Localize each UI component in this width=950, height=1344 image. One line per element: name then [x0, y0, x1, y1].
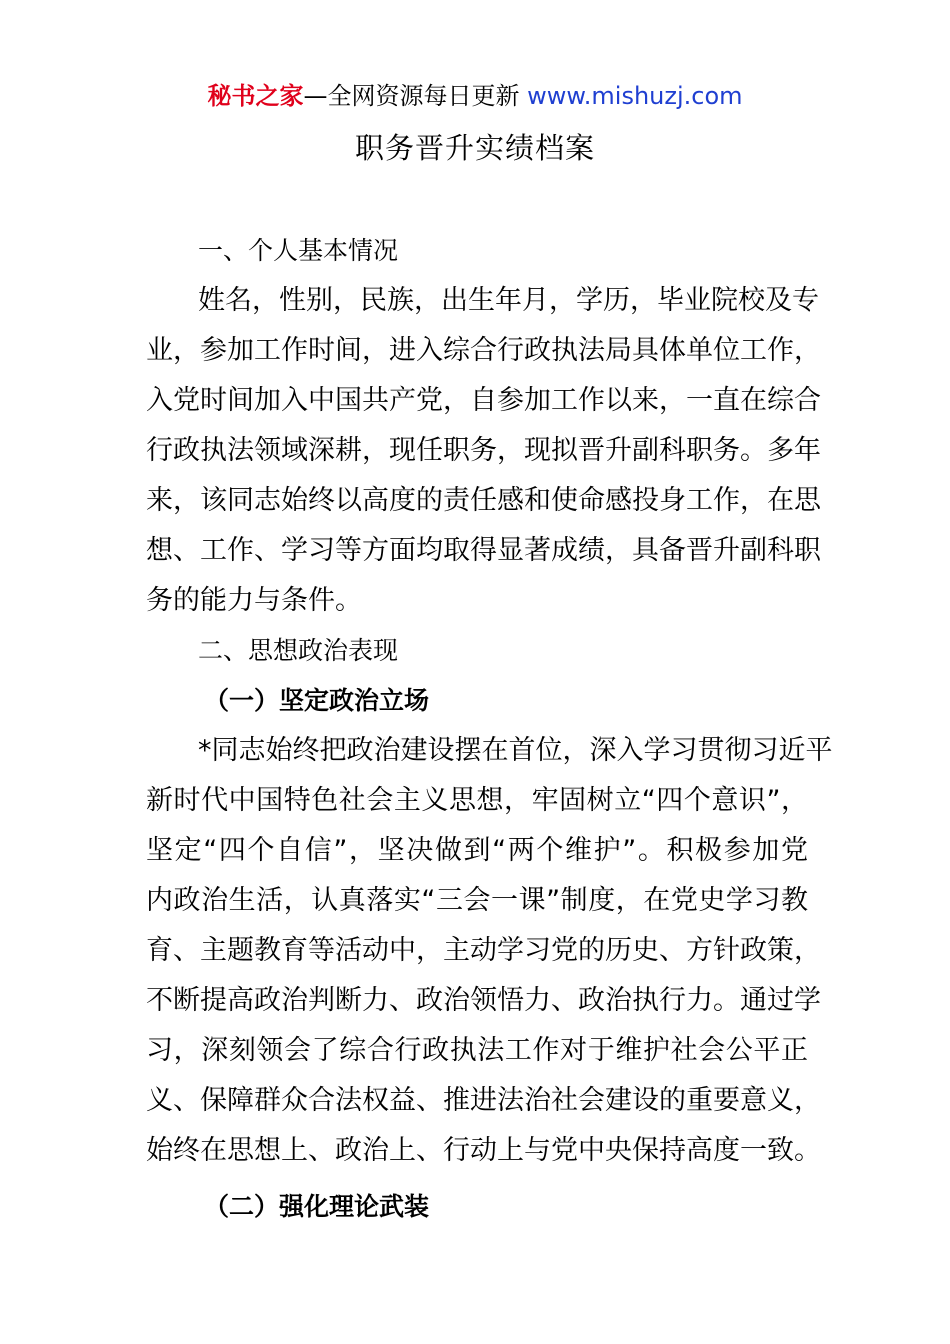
paragraph-line: 坚定“四个自信”，坚决做到“两个维护”。积极参加党 — [146, 835, 808, 866]
paragraph-line: 习，深刻领会了综合行政执法工作对于维护社会公平正 — [146, 1035, 808, 1066]
paragraph-line: 新时代中国特色社会主义思想，牢固树立“四个意识”， — [146, 785, 808, 816]
paragraph-line: 行政执法领域深耕，现任职务，现拟晋升副科职务。多年 — [146, 435, 821, 466]
banner-slogan: —全网资源每日更新 — [303, 82, 528, 110]
paragraph-line: 想、工作、学习等方面均取得显著成绩，具备晋升副科职 — [146, 535, 821, 566]
paragraph-line: 业，参加工作时间，进入综合行政执法局具体单位工作， — [146, 335, 821, 366]
paragraph-line: 务的能力与条件。 — [146, 585, 362, 616]
subsection-heading: （一）坚定政治立场 — [204, 686, 430, 715]
paragraph-line: 姓名，性别，民族，出生年月，学历，毕业院校及专 — [198, 285, 819, 316]
paragraph-line: 义、保障群众合法权益、推进法治社会建设的重要意义， — [146, 1085, 821, 1116]
paragraph-line: 入党时间加入中国共产党，自参加工作以来，一直在综合 — [146, 385, 821, 416]
subsection-heading: （二）强化理论武装 — [204, 1192, 430, 1221]
paragraph-line: 育、主题教育等活动中，主动学习党的历史、方针政策， — [146, 935, 821, 966]
document-body — [146, 226, 833, 1232]
section-heading: 二、思想政治表现 — [198, 636, 399, 665]
paragraph-line: 来，该同志始终以高度的责任感和使命感投身工作，在思 — [146, 485, 821, 516]
section-heading: 一、个人基本情况 — [198, 236, 399, 265]
brand-name: 秘书之家 — [207, 82, 304, 110]
paragraph-line: 内政治生活，认真落实“三会一课”制度，在党史学习教 — [146, 885, 808, 916]
paragraph-line: 始终在思想上、政治上、行动上与党中央保持高度一致。 — [146, 1135, 821, 1166]
document-title: 职务晋升实绩档案 — [354, 131, 595, 165]
site-url-link[interactable]: www.mishuzj.com — [527, 82, 743, 110]
paragraph-line: 不断提高政治判断力、政治领悟力、政治执行力。通过学 — [146, 985, 821, 1016]
site-banner — [0, 80, 950, 112]
paragraph-line: *同志始终把政治建设摆在首位，深入学习贯彻习近平 — [198, 735, 833, 766]
